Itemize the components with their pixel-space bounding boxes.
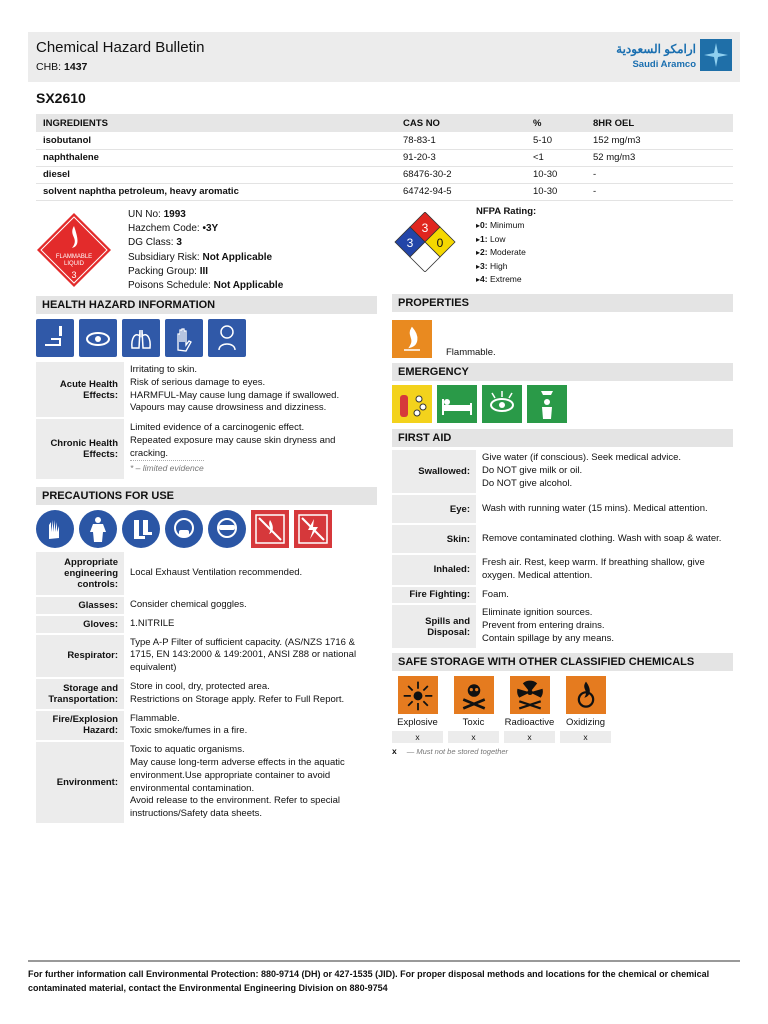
table-row: Acute Health Effects: Irritating to skin. Risk of serious damage to eyes. HARMFUL-May cause lung damage if swallowed. Vapours may cause drowsiness and dizziness. [36, 362, 377, 418]
chb-number: CHB: 1437 [36, 61, 88, 73]
product-code: SX2610 [36, 90, 86, 106]
skin-hazard-icon [36, 319, 74, 357]
table-header-row [36, 114, 733, 132]
table-row: Swallowed: Give water (if conscious). Seek medical advice. Do NOT give milk or oil. Do NOT give alcohol. [392, 450, 733, 494]
first-aid-table [392, 450, 733, 650]
table-row: naphthalene 91-20-3 <1 52 mg/m3 [36, 149, 733, 166]
precautions-table [36, 552, 377, 825]
safe-storage-heading: SAFE STORAGE WITH OTHER CLASSIFIED CHEMICALS [392, 653, 733, 671]
svg-text:3: 3 [71, 270, 77, 280]
storage-note: x — Must not be stored together [392, 746, 509, 756]
table-row: Chronic Health Effects: Limited evidence of a carcinogenic effect. Repeated exposure may cause skin dryness and cracking. * – limited evidence [36, 418, 377, 480]
svg-text:3: 3 [421, 221, 429, 235]
table-row: Storage and Transportation: Store in cool, dry, protected area. Restrictions on Storage apply. Refer to Full Report. [36, 678, 377, 710]
svg-text:3: 3 [406, 236, 414, 250]
properties-text: Flammable. [446, 347, 496, 358]
emergency-heading: EMERGENCY [392, 363, 733, 381]
no-ignition-icon [251, 510, 289, 548]
bulletin-header [28, 32, 740, 82]
svg-text:0: 0 [436, 236, 444, 250]
lung-hazard-icon [122, 319, 160, 357]
nfpa-legend-item: ▸ 4: Extreme [476, 274, 536, 288]
explosive-icon [398, 676, 438, 714]
transport-info: UN No: 1993 Hazchem Code: •3Y DG Class: 3 Subsidiary Risk: Not Applicable Packing Group: III Poisons Schedule: Not Applicable [128, 209, 284, 292]
table-row: Gloves: 1.NITRILE [36, 615, 377, 634]
svg-text:LIQUID: LIQUID [63, 261, 85, 267]
ingredients-table [36, 114, 733, 201]
table-row: Respirator: Type A-P Filter of sufficient capacity. (AS/NZS 1716 & 1715, EN 143:2000 & 149:2001, ANSI Z88 or national equivalent) [36, 634, 377, 678]
goggles-icon [208, 510, 246, 548]
svg-text:FLAMMABLE: FLAMMABLE [55, 254, 93, 260]
limited-evidence-note: * – limited evidence [130, 460, 204, 475]
nfpa-legend-item: ▸ 1: Low [476, 234, 536, 248]
table-row: Appropriate engineering controls: Local Exhaust Ventilation recommended. [36, 552, 377, 596]
eye-hazard-icon [79, 319, 117, 357]
table-row: Eye: Wash with running water (15 mins). Medical attention. [392, 494, 733, 524]
table-row: Spills and Disposal: Eliminate ignition sources. Prevent from entering drains. Contain spillage by any means. [392, 604, 733, 648]
emergency-icons [392, 385, 567, 423]
storage-item: Oxidizing x [560, 676, 611, 743]
storage-compatibility [392, 676, 611, 743]
respirator-icon [165, 510, 203, 548]
precautions-heading: PRECAUTIONS FOR USE [36, 487, 377, 505]
col-oel: 8HR OEL [586, 114, 733, 132]
col-percent: % [526, 114, 586, 132]
col-ingredients: INGREDIENTS [36, 114, 396, 132]
health-hazard-heading: HEALTH HAZARD INFORMATION [36, 296, 377, 314]
table-row: Fire/Explosion Hazard: Flammable. Toxic smoke/fumes in a fire. [36, 710, 377, 742]
hand-hazard-icon [165, 319, 203, 357]
storage-item: Explosive x [392, 676, 443, 743]
protective-suit-icon [79, 510, 117, 548]
aramco-star-icon [700, 39, 732, 71]
nfpa-legend-item: ▸ 2: Moderate [476, 247, 536, 261]
oxidizing-icon [566, 676, 606, 714]
storage-item: Toxic x [448, 676, 499, 743]
inhalation-hazard-icon [208, 319, 246, 357]
properties-heading: PROPERTIES [392, 294, 733, 312]
table-row: diesel 68476-30-2 10-30 - [36, 166, 733, 183]
nfpa-legend-item: ▸ 0: Minimum [476, 220, 536, 234]
table-row: Skin: Remove contaminated clothing. Wash with soap & water. [392, 524, 733, 554]
table-row: solvent naphtha petroleum, heavy aromatic 64742-94-5 10-30 - [36, 183, 733, 200]
extinguisher-icon [392, 385, 432, 423]
table-row: Glasses: Consider chemical goggles. [36, 596, 377, 615]
col-cas: CAS NO [396, 114, 526, 132]
boots-icon [122, 510, 160, 548]
eye-wash-icon [482, 385, 522, 423]
table-row: Environment: Toxic to aquatic organisms. May cause long-term adverse effects in the aquatic environment.Use appropriate container to avoid environmental contamination. Avoid release to the environment. Refer to special instructions/Safety data sheets. [36, 741, 377, 824]
flammable-icon [392, 320, 432, 358]
first-aid-heading: FIRST AID [392, 429, 733, 447]
gloves-icon [36, 510, 74, 548]
table-row: Fire Fighting: Foam. [392, 586, 733, 605]
ppe-icons [36, 510, 332, 548]
health-effects-table [36, 362, 377, 481]
flammable-liquid-label [36, 212, 112, 288]
safety-shower-icon [527, 385, 567, 423]
nfpa-legend: NFPA Rating: ▸ 0: Minimum ▸ 1: Low ▸ 2: Moderate ▸ 3: High ▸ 4: Extreme [476, 206, 536, 288]
saudi-aramco-logo: ارامكو السعودية Saudi Aramco [614, 37, 734, 77]
table-row: Inhaled: Fresh air. Rest, keep warm. If breathing shallow, give oxygen. Medical attention. [392, 554, 733, 586]
bulletin-title: Chemical Hazard Bulletin [36, 39, 205, 56]
toxic-icon [454, 676, 494, 714]
storage-item: Radioactive x [504, 676, 555, 743]
footer-contact: For further information call Environmental Protection: 880-9714 (DH) or 427-1535 (JID). For proper disposal methods and locations for the chemical or chemical contaminated material, contact the Environmental Engineering Division on 880-9754 [28, 960, 740, 995]
table-row: isobutanol 78-83-1 5-10 152 mg/m3 [36, 132, 733, 149]
nfpa-legend-item: ▸ 3: High [476, 261, 536, 275]
health-icons [36, 319, 246, 357]
radioactive-icon [510, 676, 550, 714]
no-sparks-icon [294, 510, 332, 548]
rest-icon [437, 385, 477, 423]
nfpa-diamond [390, 212, 460, 272]
